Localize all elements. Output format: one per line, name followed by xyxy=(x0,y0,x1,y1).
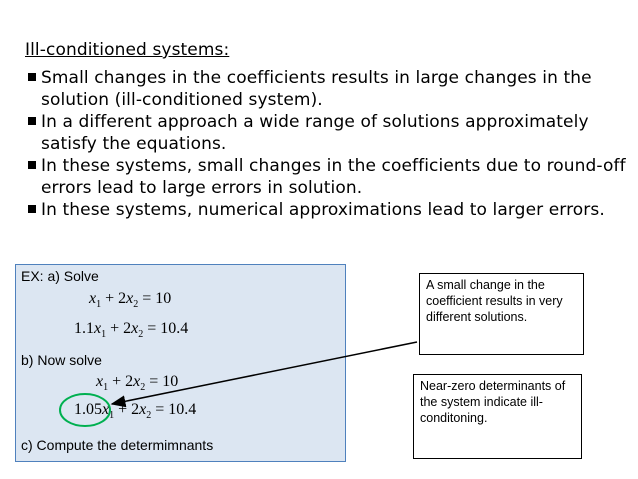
bullet-text: Small changes in the coefficients results in large changes in the solution (ill-conditioned system). xyxy=(41,68,592,110)
bullet-text: In these systems, small changes in the coefficients due to round-off errors lead to large errors in solution. xyxy=(41,156,626,198)
equation-a2: $1.1x_1 + 2x_2 = 10.4$ xyxy=(74,320,189,341)
equation-a1: $x_1 + 2x_2 = 10$ xyxy=(89,290,172,311)
part-c-label: c) Compute the determimnants xyxy=(21,437,214,453)
callout-small-change: A small change in the coefficient results in very different solutions. xyxy=(419,273,584,355)
part-a-label: EX: a) Solve xyxy=(21,268,99,284)
pointer-arrow xyxy=(112,342,417,404)
bullet-text: In these systems, numerical approximations lead to larger errors. xyxy=(41,200,605,220)
highlight-circle xyxy=(60,394,110,426)
equation-b1: $x_1 + 2x_2 = 10$ xyxy=(96,373,179,394)
bullet-text: In a different approach a wide range of solutions approximately satisfy the equations. xyxy=(41,112,589,154)
slide-title: Ill-conditioned systems: xyxy=(25,40,230,60)
callout-near-zero-determinants: Near-zero determinants of the system indicate ill-conditoning. xyxy=(413,374,582,459)
equation-b2: $1.05x_1 + 2x_2 = 10.4$ xyxy=(74,401,197,422)
part-b-label: b) Now solve xyxy=(21,352,102,368)
